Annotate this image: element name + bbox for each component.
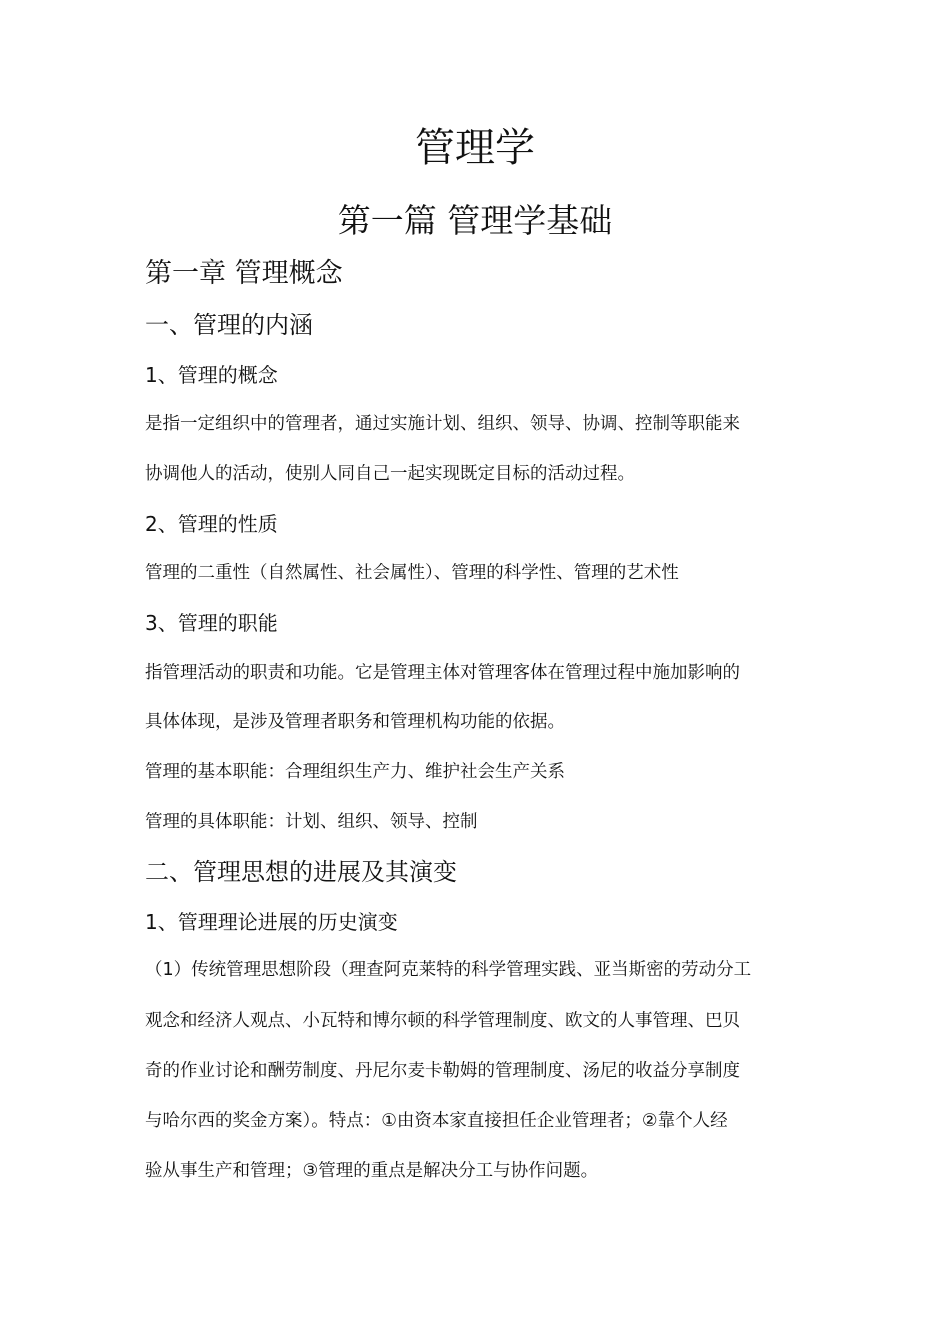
- chapter-title: 第一章 管理概念: [145, 258, 343, 289]
- paragraph-line: 协调他人的活动，使别人同自己一起实现既定目标的活动过程。: [145, 464, 635, 484]
- subsection-heading-1-1: 1、管理的概念: [145, 363, 278, 387]
- paragraph-line: 是指一定组织中的管理者，通过实施计划、组织、领导、协调、控制等职能来: [145, 414, 740, 434]
- paragraph-line: 管理的具体职能：计划、组织、领导、控制: [145, 812, 478, 832]
- paragraph-line: 指管理活动的职责和功能。它是管理主体对管理客体在管理过程中施加影响的: [145, 663, 740, 683]
- paragraph-line: 具体体现，是涉及管理者职务和管理机构功能的依据。: [145, 712, 565, 732]
- paragraph-line: 管理的二重性（自然属性、社会属性）、管理的科学性、管理的艺术性: [145, 563, 679, 583]
- paragraph-line: 验从事生产和管理；③管理的重点是解决分工与协作问题。: [145, 1161, 599, 1181]
- paragraph-line: 与哈尔西的奖金方案）。特点：①由资本家直接担任企业管理者；②靠个人经: [145, 1111, 728, 1131]
- paragraph-line: （1）传统管理思想阶段（理查阿克莱特的科学管理实践、亚当斯密的劳动分工: [145, 960, 752, 980]
- document-title: 管理学: [415, 125, 535, 171]
- section-heading-2: 二、管理思想的进展及其演变: [145, 858, 457, 886]
- subsection-heading-2-1: 1、管理理论进展的历史演变: [145, 910, 398, 934]
- subsection-heading-1-3: 3、管理的职能: [145, 611, 278, 635]
- paragraph-line: 奇的作业讨论和酬劳制度、丹尼尔麦卡勒姆的管理制度、汤尼的收益分享制度: [145, 1061, 740, 1081]
- subsection-heading-1-2: 2、管理的性质: [145, 512, 278, 536]
- paragraph-line: 管理的基本职能：合理组织生产力、维护社会生产关系: [145, 762, 565, 782]
- part-title: 第一篇 管理学基础: [337, 201, 613, 240]
- section-heading-1: 一、管理的内涵: [145, 311, 313, 339]
- paragraph-line: 观念和经济人观点、小瓦特和博尔顿的科学管理制度、欧文的人事管理、巴贝: [145, 1011, 740, 1031]
